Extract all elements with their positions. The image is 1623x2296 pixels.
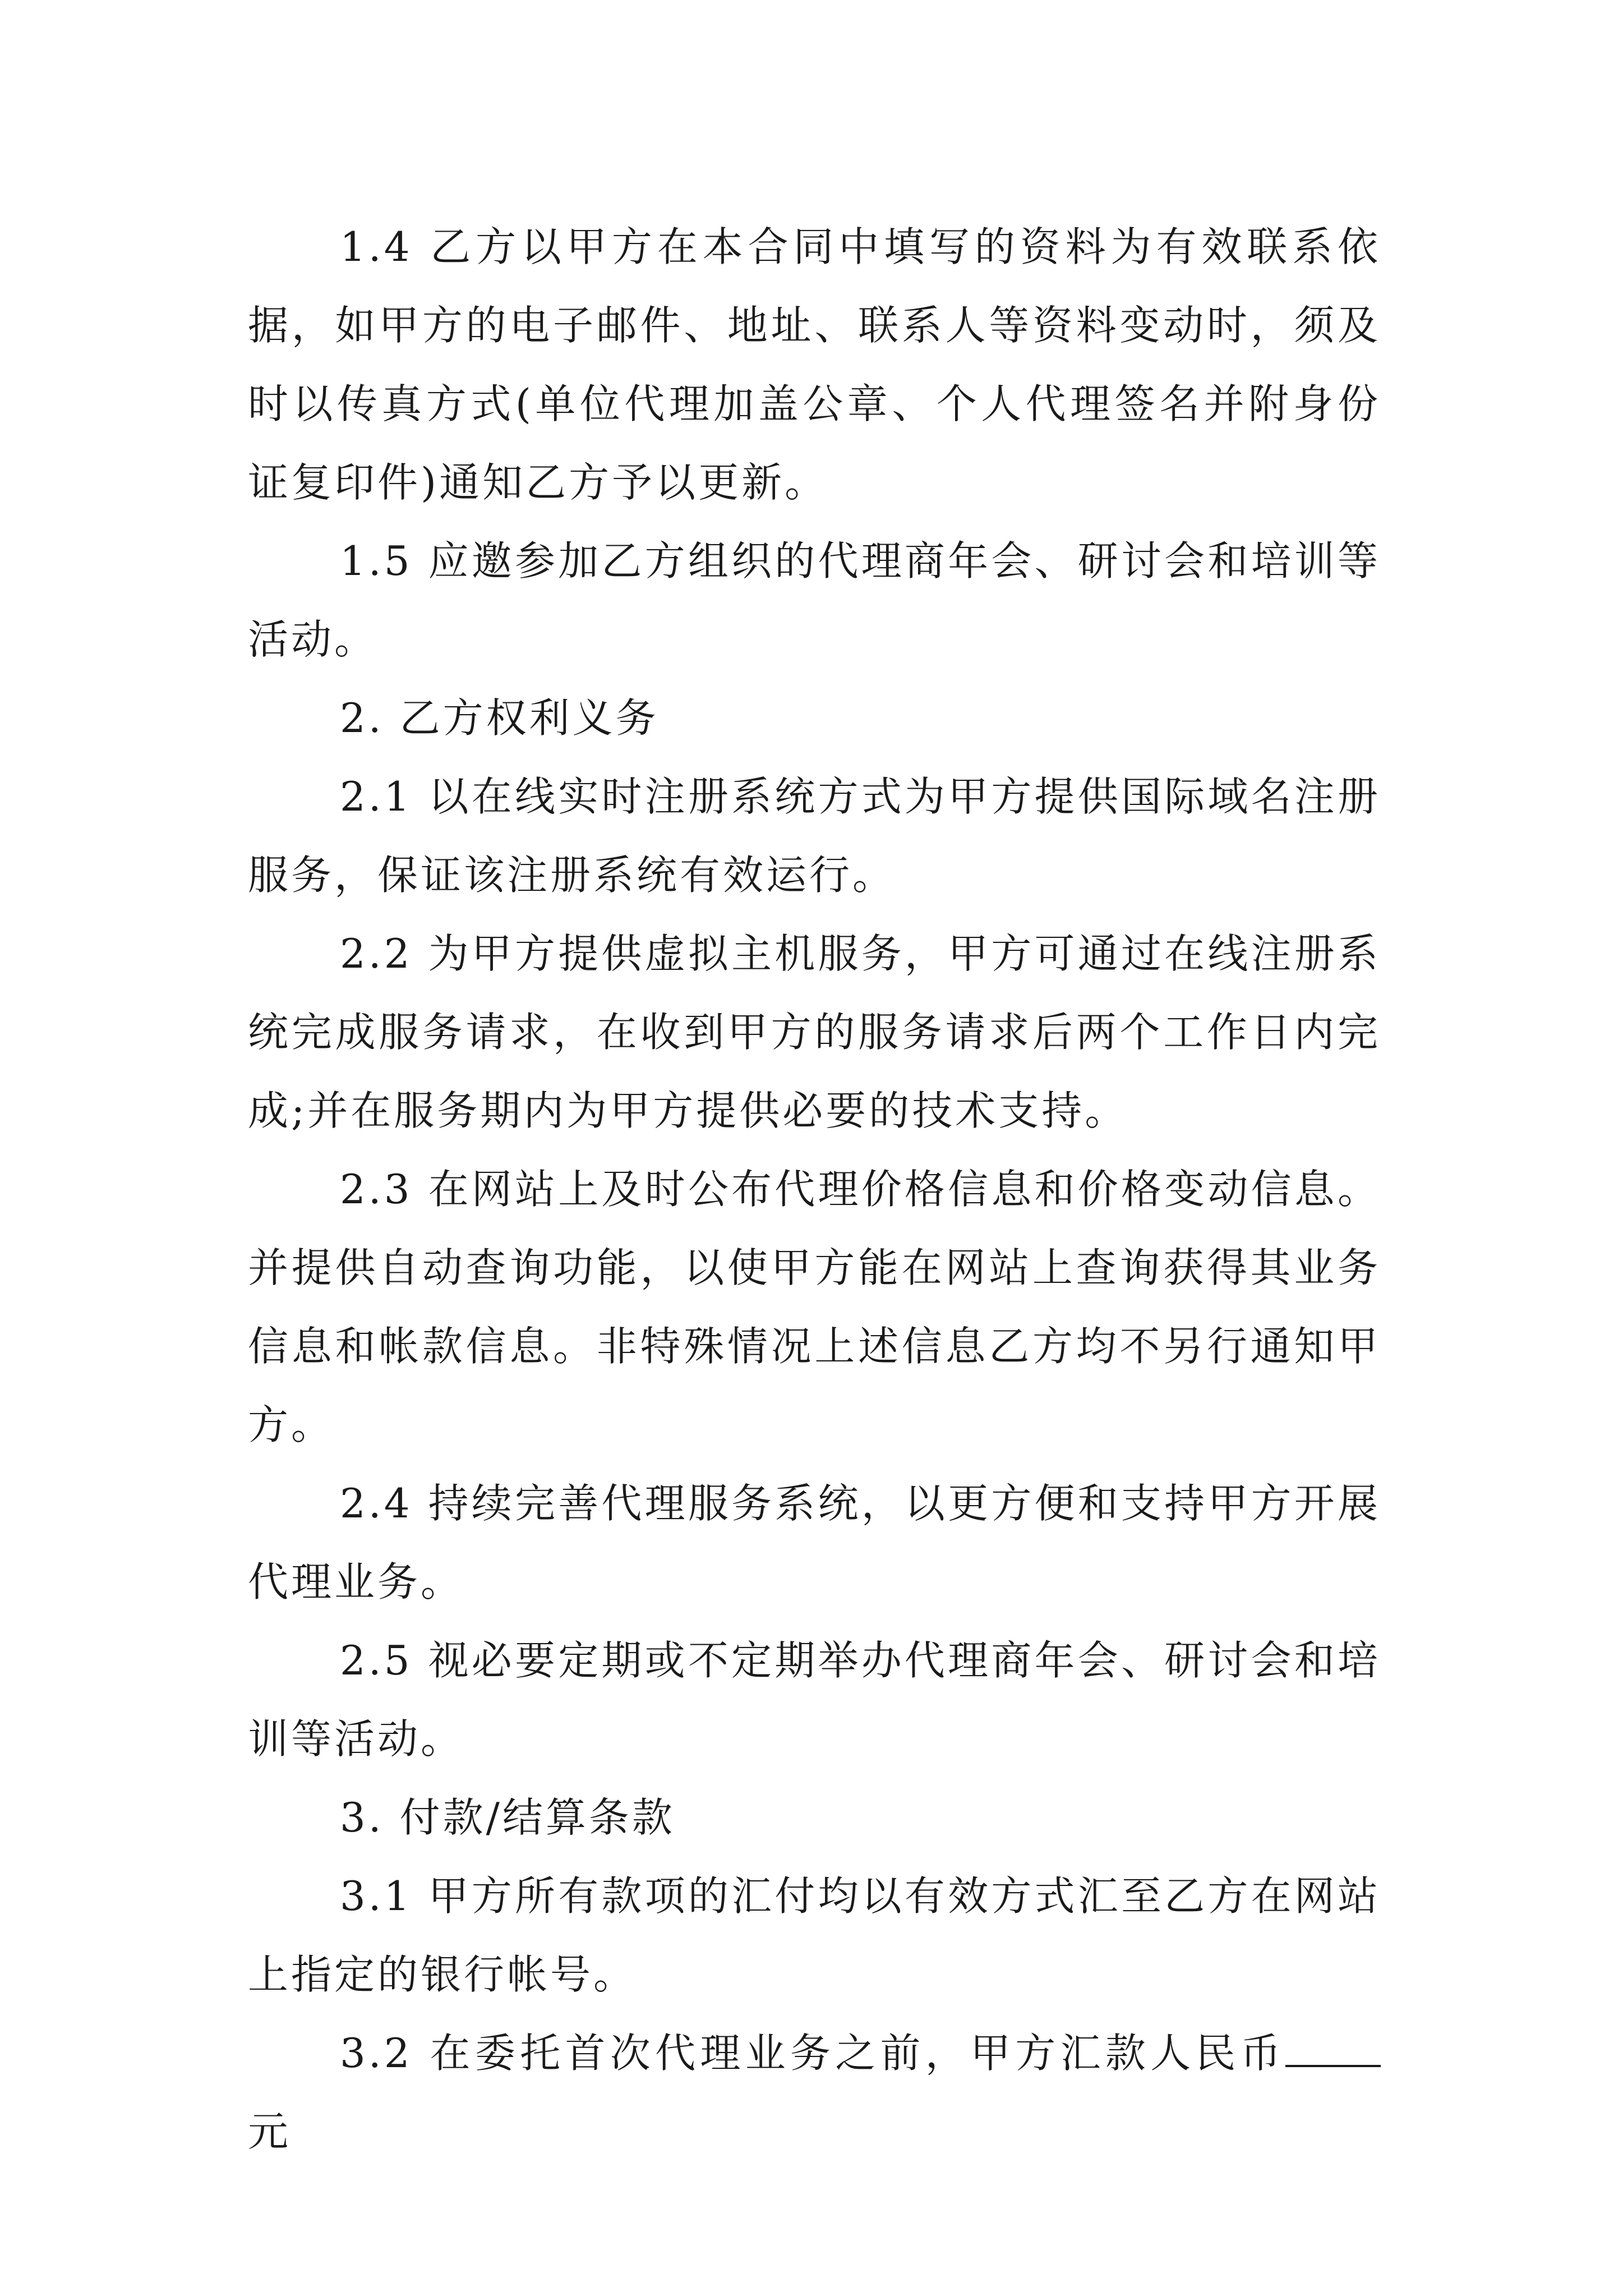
clause-3-2-text: 3.2 在委托首次代理业务之前，甲方汇款人民币	[340, 2030, 1285, 2077]
clause-3-2	[248, 2014, 1381, 2171]
clause-2-2: 2.2 为甲方提供虚拟主机服务，甲方可通过在线注册系统完成服务请求，在收到甲方的服务请求后两个工作日内完成;并在服务期内为甲方提供必要的技术支持。	[248, 930, 1381, 1134]
clause-2-1: 2.1 以在线实时注册系统方式为甲方提供国际域名注册服务，保证该注册系统有效运行。	[248, 773, 1381, 899]
amount-blank-field	[1285, 2031, 1381, 2067]
clause-2-3: 2.3 在网站上及时公布代理价格信息和价格变动信息。并提供自动查询功能，以使甲方能在网站上查询获得其业务信息和帐款信息。非特殊情况上述信息乙方均不另行通知甲方。	[248, 1166, 1381, 1448]
clause-1-5: 1.5 应邀参加乙方组织的代理商年会、研讨会和培训等活动。	[248, 537, 1381, 663]
clause-2-4: 2.4 持续完善代理服务系统，以更方便和支持甲方开展代理业务。	[248, 1480, 1381, 1605]
section-heading-2: 2. 乙方权利义务	[340, 694, 659, 742]
section-heading-3: 3. 付款/结算条款	[340, 1794, 675, 1841]
clause-3-1: 3.1 甲方所有款项的汇付均以有效方式汇至乙方在网站上指定的银行帐号。	[248, 1872, 1381, 1998]
clause-1-4: 1.4 乙方以甲方在本合同中填写的资料为有效联系依据，如甲方的电子邮件、地址、联系人等资料变动时，须及时以传真方式(单位代理加盖公章、个人代理签名并附身份证复印件)通知乙方予以更新。	[248, 223, 1381, 506]
clause-2-5: 2.5 视必要定期或不定期举办代理商年会、研讨会和培训等活动。	[248, 1637, 1381, 1763]
currency-unit: 元	[248, 2108, 292, 2155]
document-page	[248, 208, 1381, 2171]
